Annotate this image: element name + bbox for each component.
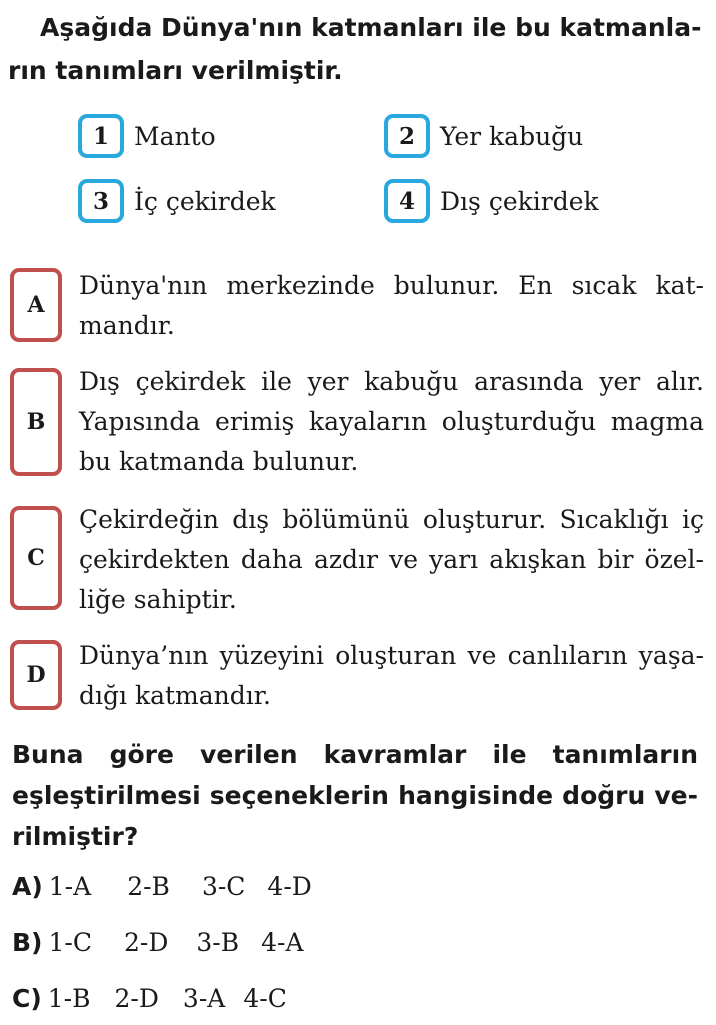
option-pair: 1-A (48, 872, 92, 901)
option-pair: 1-C (48, 928, 92, 957)
term-number-box: 3 (78, 179, 124, 223)
option-pair: 4-C (243, 984, 287, 1013)
option-b[interactable] (12, 928, 304, 957)
definition-line: bu katmanda bulunur. (79, 447, 359, 476)
definition-d (10, 636, 710, 716)
term-3 (78, 176, 276, 226)
intro-line-2: rın tanımları verilmiştir. (8, 56, 343, 85)
question-line-1: Buna göre verilen kavramlar ile tanımların (12, 740, 698, 769)
term-number-box: 1 (78, 114, 124, 158)
option-c[interactable] (12, 984, 287, 1013)
term-2 (384, 111, 583, 161)
definition-line: mandır. (79, 311, 175, 340)
option-pair: 3-B (196, 928, 240, 957)
term-number-box: 4 (384, 179, 430, 223)
option-pair: 3-C (201, 872, 246, 901)
term-1 (78, 111, 216, 161)
option-pair: 4-D (267, 872, 312, 901)
definition-c (10, 500, 710, 620)
option-label: A) (12, 872, 43, 901)
definition-text (79, 362, 704, 482)
question-line-2: eşleştirilmesi seçeneklerin hangisinde doğru ve- (12, 781, 698, 810)
definition-text (79, 500, 704, 620)
definition-line: Dünya'nın merkezinde bulunur. En sıcak kat- (79, 271, 704, 300)
question-line-3: rilmiştir? (12, 822, 139, 851)
definition-b (10, 362, 710, 482)
definition-line: Çekirdeğin dış bölümünü oluşturur. Sıcaklığı iç (79, 505, 704, 534)
definition-text (79, 266, 704, 346)
option-pair: 2-D (123, 928, 169, 957)
option-label: B) (12, 928, 43, 957)
definition-letter-box: D (10, 640, 62, 710)
intro-line-1: Aşağıda Dünya'nın katmanları ile bu katmanla- (40, 13, 702, 42)
question-stem (12, 734, 698, 857)
term-label: Manto (134, 121, 216, 151)
term-label: Yer kabuğu (440, 121, 584, 151)
definition-line: Yapısında erimiş kayaların oluşturduğu magma (79, 407, 704, 436)
term-4 (384, 176, 599, 226)
definition-a (10, 266, 710, 346)
definition-line: çekirdekten daha azdır ve yarı akışkan bir özel- (79, 545, 704, 574)
term-label: İç çekirdek (134, 186, 276, 216)
option-pair: 1-B (47, 984, 91, 1013)
definition-letter-box: A (10, 268, 62, 342)
option-pair: 4-A (261, 928, 304, 957)
definition-text (79, 636, 704, 716)
definition-line: Dış çekirdek ile yer kabuğu arasında yer alır. (79, 367, 704, 396)
term-number-box: 2 (384, 114, 430, 158)
term-label: Dış çekirdek (440, 186, 599, 216)
option-a[interactable] (12, 872, 312, 901)
option-pair: 2-D (114, 984, 159, 1013)
option-label: C) (12, 984, 42, 1013)
definition-letter-box: C (10, 506, 62, 610)
option-pair: 2-B (127, 872, 170, 901)
definition-letter-box: B (10, 368, 62, 476)
definition-line: Dünya’nın yüzeyini oluşturan ve canlıların yaşa- (79, 641, 704, 670)
question-intro (8, 6, 708, 92)
definition-line: dığı katmandır. (79, 681, 271, 710)
definition-line: liğe sahiptir. (79, 585, 237, 614)
option-pair: 3-A (182, 984, 226, 1013)
